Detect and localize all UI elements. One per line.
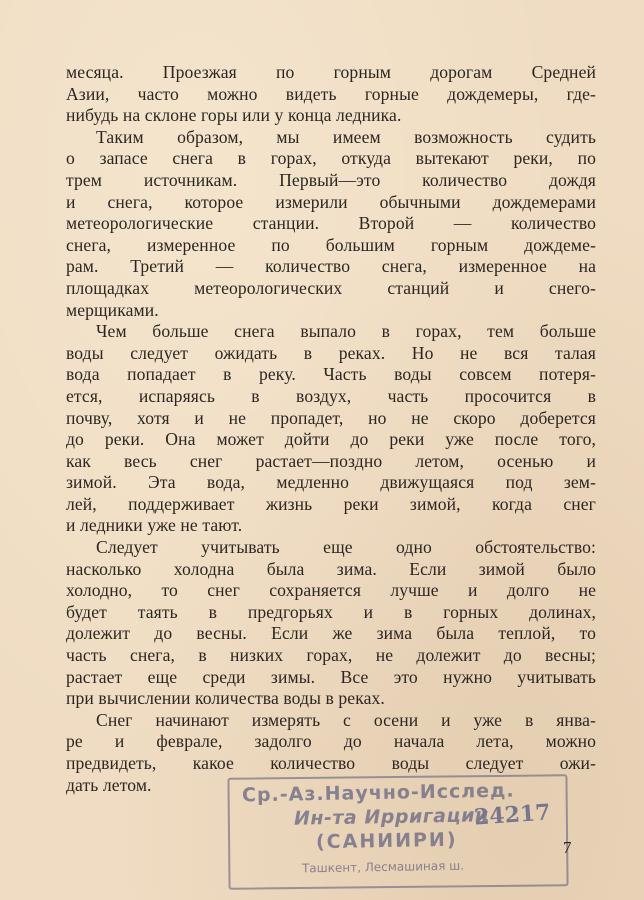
text-line: почву, хотя и не пропадет, но не скоро доберется [66,407,596,428]
text-line: будет таять в предгорьях и в горных долинах, [66,601,596,622]
text-line: нибудь на склоне горы или у конца ледника. [66,105,402,126]
text-line: Следует учитывать еще одно обстоятельство: [96,537,596,558]
text-line: трем источникам. Первый—это количество дождя [66,169,596,190]
text-line: Азии, часто можно видеть горные дождемеры, где- [66,83,596,104]
text-line: и снега, которое измерили обычными дождемерами [66,191,596,212]
text-line: месяца. Проезжая по горным дорогам Средней [66,62,596,82]
stamp-line-institute: Ср.-Аз.Научно-Исслед. [241,779,515,807]
stamp-line-irrigation: Ин-та Ирригации [293,804,489,830]
text-line: снега, измеренное по большим горным дождеме- [66,234,596,255]
stamp-line-abbreviation: (САНИИРИ) [315,828,458,854]
text-line: дать летом. [66,774,152,795]
text-line: площадках метеорологических станций и снего- [66,277,596,298]
text-line: метеорологические станции. Второй — количество [66,213,596,234]
text-line: предвидеть, какое количество воды следует ожи- [66,753,596,773]
text-line: рам. Третий — количество снега, измеренное на [66,256,596,277]
text-line: Чем больше снега выпало в горах, тем больше [96,321,596,342]
text-line: насколько холодна была зима. Если зимой было [66,558,596,579]
text-line: Снег начинают измерять с осени и уже в янва- [96,709,596,730]
text-line: лей, поддерживает жизнь реки зимой, когда снег [66,493,596,514]
text-line: до реки. Она может дойти до реки уже после того, [66,429,596,450]
text-line: и ледники уже не тают. [66,515,243,536]
body-text [66,62,596,796]
page-number: 7 [563,838,572,857]
text-line: ется, испаряясь в воздух, часть просочится в [66,385,596,406]
stamp-inventory-number: 24217 [473,799,552,831]
text-line: мерщиками. [66,299,159,320]
stamp-line-address: Ташкент, Лесмашиная ш. [301,858,465,876]
text-line: воды следует ожидать в реках. Но не вся талая [66,342,596,363]
text-line: растает еще среди зимы. Все это нужно учитывать [66,666,596,687]
text-line: зимой. Эта вода, медленно движущаяся под зем- [66,472,596,493]
text-line: холодно, то снег сохраняется лучше и долго не [66,580,596,601]
text-line: часть снега, в низких горах, не долежит до весны; [66,645,596,666]
text-line: вода попадает в реку. Часть воды совсем потеря- [66,364,596,385]
text-line: Таким образом, мы имеем возможность судить [96,126,596,147]
text-line: как весь снег растает—поздно летом, осенью и [66,450,596,471]
text-line: о запасе снега в горах, откуда вытекают реки, по [66,148,596,169]
text-line: долежит до весны. Если же зима была теплой, то [66,623,596,644]
text-line: ре и феврале, задолго до начала лета, можно [66,731,596,752]
text-line: при вычислении количества воды в реках. [66,688,385,709]
